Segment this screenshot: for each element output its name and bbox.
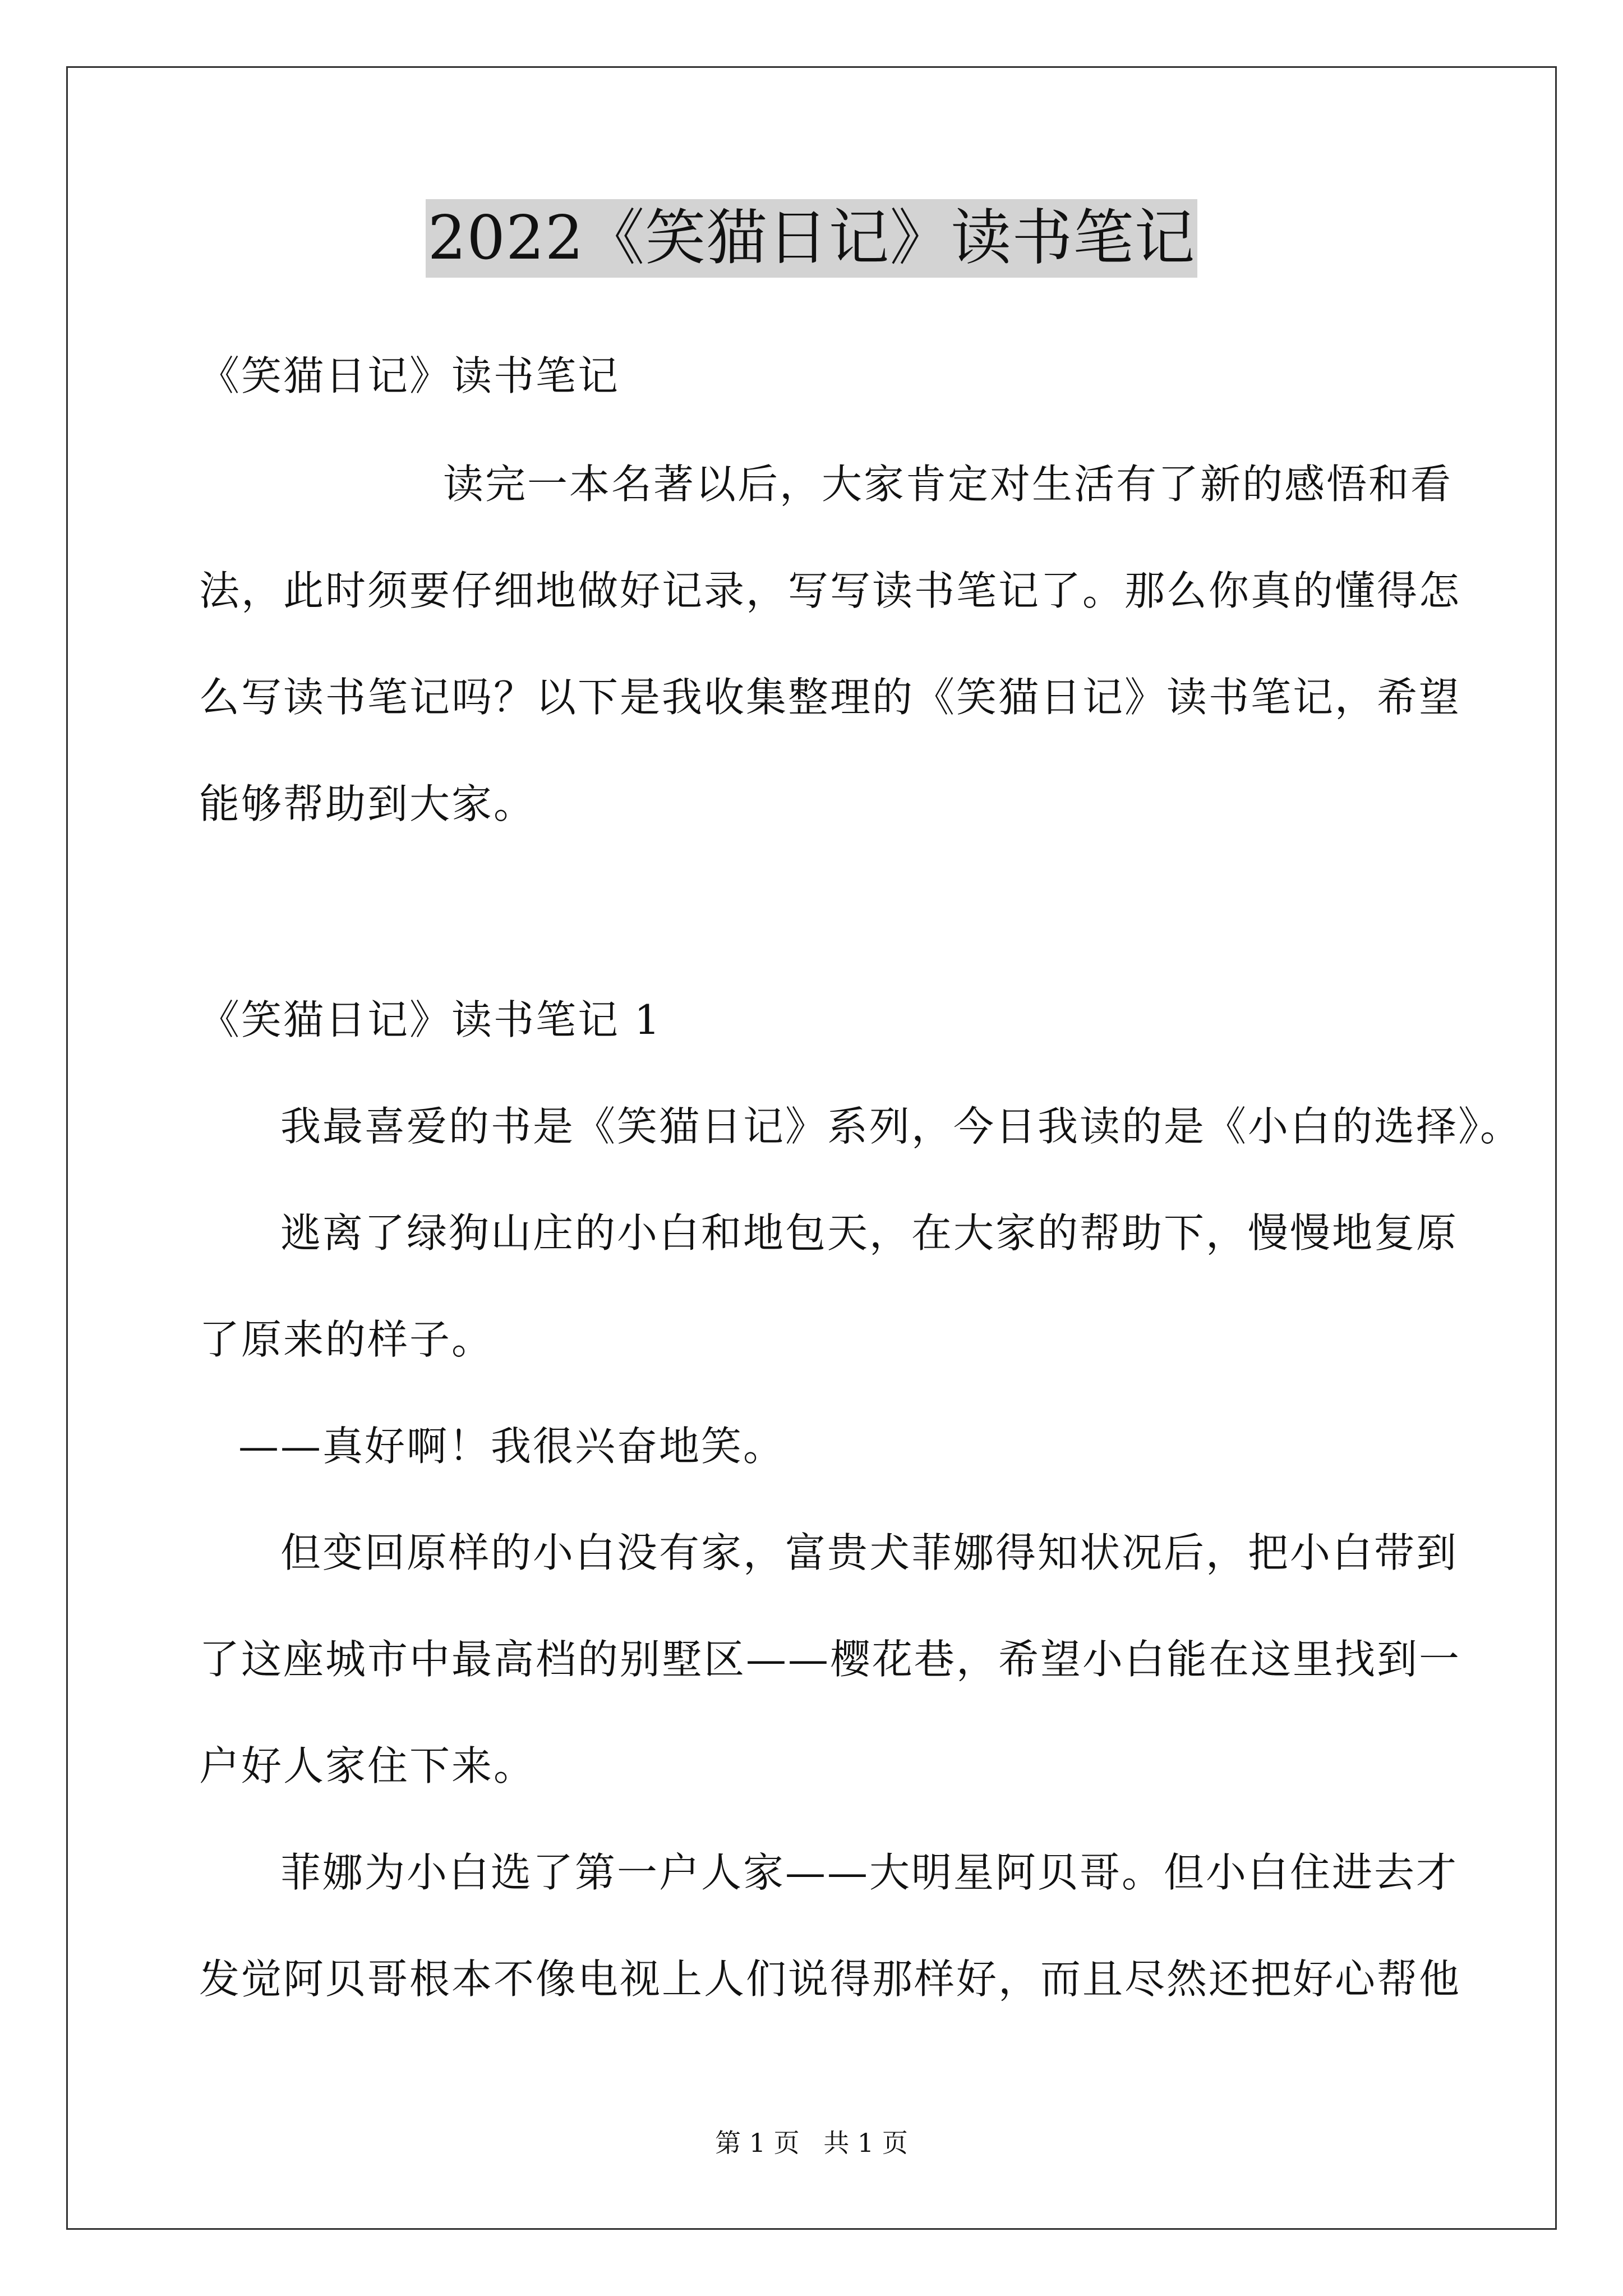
body-line-4: ——真好啊！我很兴奋地笑。 [238, 1423, 786, 1470]
intro-heading: 《笑猫日记》读书笔记 [199, 352, 620, 399]
body-line-2: 逃离了绿狗山庄的小白和地包天，在大家的帮助下，慢慢地复原 [280, 1209, 1459, 1257]
page-footer [0, 2126, 1623, 2160]
intro-line-1: 读完一本名著以后，大家肯定对生活有了新的感悟和看 [443, 461, 1453, 508]
intro-line-2: 法，此时须要仔细地做好记录，写写读书笔记了。那么你真的懂得怎 [199, 567, 1461, 614]
intro-line-3: 么写读书笔记吗？以下是我收集整理的《笑猫日记》读书笔记，希望 [199, 674, 1461, 721]
title-container [0, 199, 1623, 278]
section-heading: 《笑猫日记》读书笔记 1 [199, 996, 662, 1043]
page-number: 第 1 页 [715, 2128, 800, 2158]
body-line-3: 了原来的样子。 [199, 1316, 494, 1363]
body-line-7: 户好人家住下来。 [199, 1742, 536, 1789]
intro-line-4: 能够帮助到大家。 [199, 780, 536, 827]
body-line-6: 了这座城市中最高档的别墅区——樱花巷，希望小白能在这里找到一 [199, 1636, 1461, 1683]
page-total: 共 1 页 [823, 2128, 908, 2158]
body-line-9: 发觉阿贝哥根本不像电视上人们说得那样好，而且尽然还把好心帮他 [199, 1955, 1461, 2003]
body-line-5: 但变回原样的小白没有家，富贵犬菲娜得知状况后，把小白带到 [280, 1529, 1459, 1576]
body-line-1: 我最喜爱的书是《笑猫日记》系列，今日我读的是《小白的选择》。 [280, 1103, 1523, 1150]
body-line-8: 菲娜为小白选了第一户人家——大明星阿贝哥。但小白住进去才 [280, 1849, 1459, 1896]
document-title: 2022《笑猫日记》读书笔记 [426, 199, 1198, 278]
